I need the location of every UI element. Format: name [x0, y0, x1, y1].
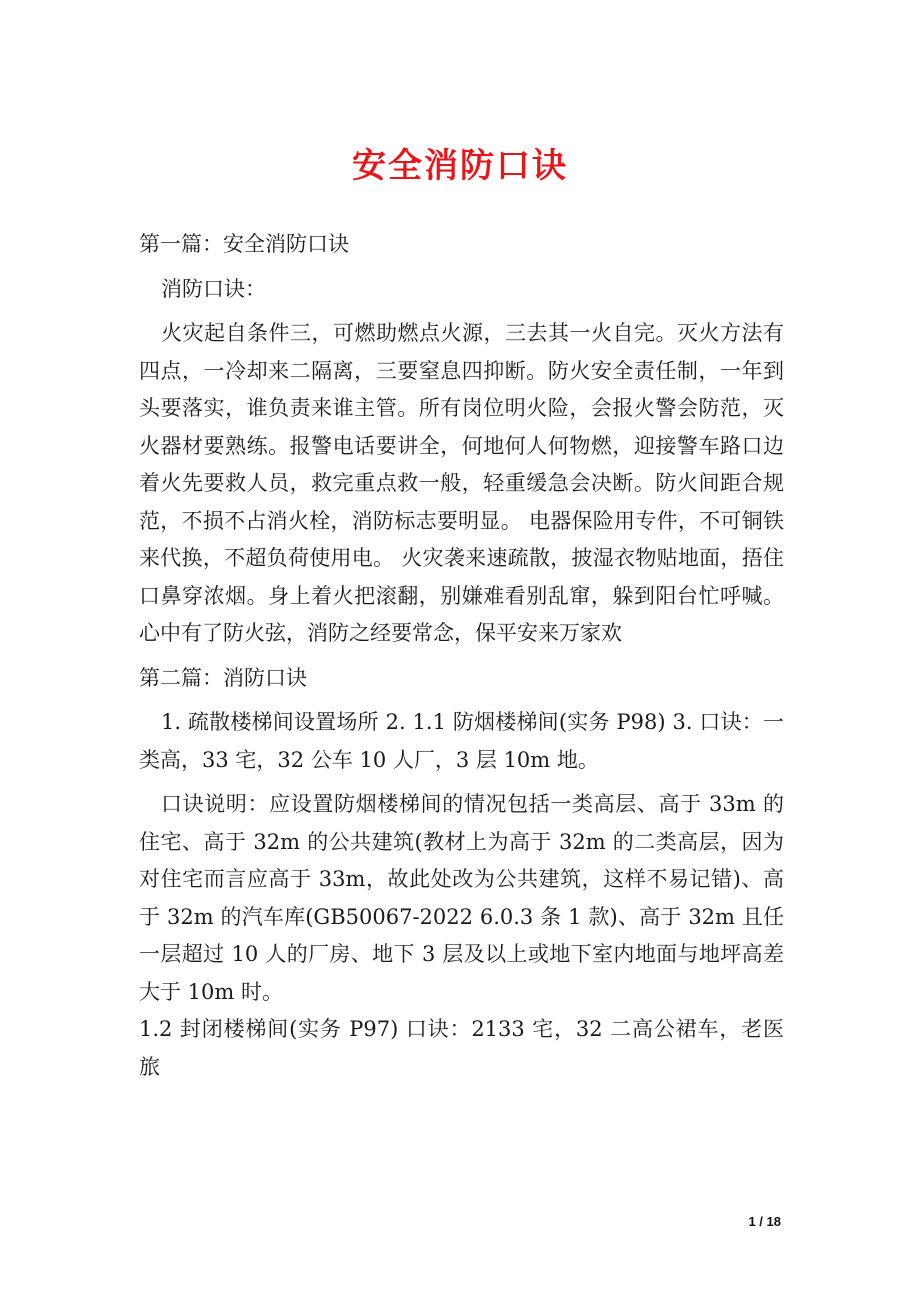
document-title: 安全消防口诀	[352, 146, 568, 186]
paragraph-explanation: 口诀说明：应设置防烟楼梯间的情况包括一类高层、高于 33m 的住宅、高于 32m 的公共建筑(教材上为高于 32m 的二类高层，因为对住宅而言应高于 33m，故此处改为公共建筑，这样不易记错)、高于 32m 的汽车库(GB50067-2022 6.0.3 条 1 款)、高于 32m 且任一层超过 10 人的厂房、地下 3 层及以上或地下室内地面与地坪高差大于 10m 时。	[139, 792, 784, 1004]
section-heading-2: 第二篇：消防口诀	[139, 665, 307, 690]
section-heading-1: 第一篇：安全消防口诀	[139, 232, 349, 256]
paragraph-stairwell: 1. 疏散楼梯间设置场所 2. 1.1 防烟楼梯间(实务 P98) 3. 口诀：一类高，33 宅，32 公车 10 人厂，3 层 10m 地。	[139, 710, 784, 772]
paragraph-fire-rhyme: 火灾起自条件三，可燃助燃点火源，三去其一火自完。灭火方法有四点，一冷却来二隔离，三要窒息四抑断。防火安全责任制，一年到头要落实，谁负责来谁主管。所有岗位明火险，会报火警会防范，灭火器材要熟练。报警电话要讲全，何地何人何物燃，迎接警车路口边着火先要救人员，救完重点救一般，轻重缓急会决断。防火间距合规范，不损不占消火栓，消防标志要明显。 电器保险用专件，不可铜铁来代换，不超负荷使用电。 火灾袭来速疏散，披湿衣物贴地面，捂住口鼻穿浓烟。身上着火把滚翻，别嫌难看别乱窜，躲到阳台忙呼喊。心中有了防火弦，消防之经要常念，保平安来万家欢	[139, 321, 784, 645]
page-number: 1 / 18	[748, 1214, 781, 1229]
paragraph-closed-stairwell: 1.2 封闭楼梯间(实务 P97) 口诀：2133 宅，32 二高公裙车，老医旅	[139, 1017, 784, 1079]
document-body	[139, 226, 784, 1086]
paragraph-intro: 消防口诀：	[161, 276, 266, 301]
